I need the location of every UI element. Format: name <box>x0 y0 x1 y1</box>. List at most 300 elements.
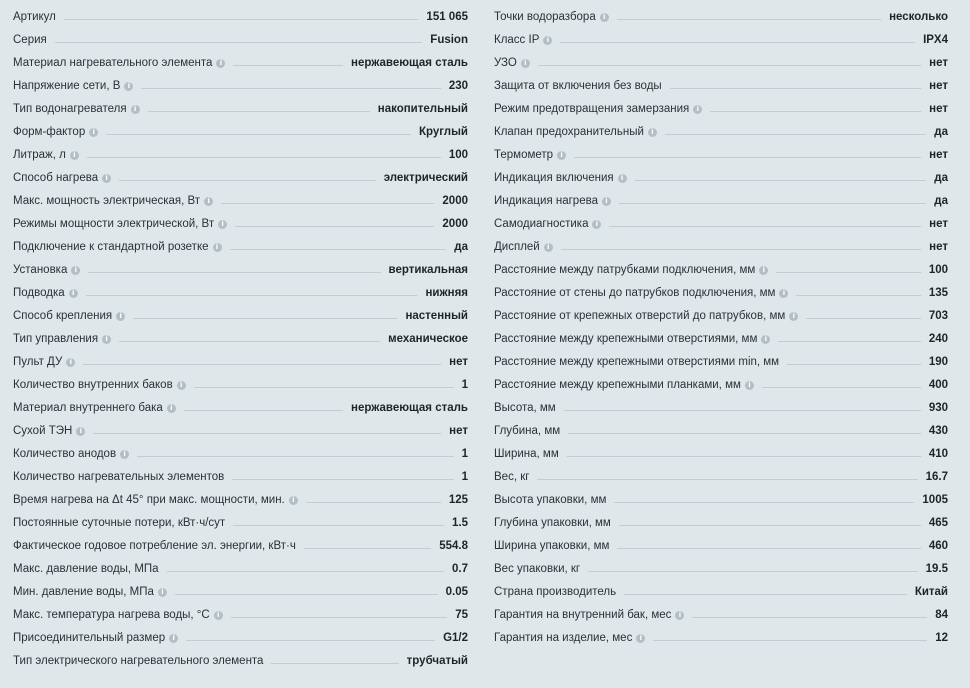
info-icon[interactable]: i <box>600 13 609 22</box>
spec-label <box>494 448 559 460</box>
spec-label-text: Глубина упаковки, мм <box>494 517 611 529</box>
spec-label <box>13 448 129 460</box>
spec-row <box>13 348 468 371</box>
dotted-leader <box>133 318 397 319</box>
spec-row <box>494 509 948 532</box>
spec-value: несколько <box>889 11 948 23</box>
dotted-leader <box>635 180 927 181</box>
spec-value: 1 <box>461 379 468 391</box>
spec-value: 703 <box>928 310 948 322</box>
spec-label-text: Термометр <box>494 149 554 161</box>
spec-label-text: Расстояние от крепежных отверстий до патрубков, мм <box>494 310 786 322</box>
dotted-leader <box>670 88 922 89</box>
spec-row <box>494 555 948 578</box>
spec-row <box>13 601 468 624</box>
spec-label-text: Тип управления <box>13 333 99 345</box>
spec-label <box>494 241 553 253</box>
spec-row <box>494 601 948 624</box>
spec-label-text: Способ нагрева <box>13 172 99 184</box>
spec-label <box>494 471 529 483</box>
spec-label-text: Время нагрева на Δt 45° при макс. мощности, мин. <box>13 494 285 506</box>
spec-label-text: Мин. давление воды, МПа <box>13 586 154 598</box>
dotted-leader <box>232 479 453 480</box>
spec-label-text: Тип водонагревателя <box>13 103 127 115</box>
spec-value: нет <box>929 80 948 92</box>
info-icon[interactable]: i <box>158 588 167 597</box>
spec-label <box>13 402 176 414</box>
spec-value: 230 <box>448 80 468 92</box>
spec-label-text: Форм-фактор <box>13 126 86 138</box>
info-icon[interactable]: i <box>636 634 645 643</box>
spec-label <box>494 149 566 161</box>
spec-row <box>13 187 468 210</box>
spec-label-text: УЗО <box>494 57 517 69</box>
spec-label <box>494 103 702 115</box>
spec-row <box>13 371 468 394</box>
spec-value: 1005 <box>922 494 948 506</box>
dotted-leader <box>619 525 921 526</box>
dotted-leader <box>762 387 921 388</box>
spec-label <box>494 218 601 230</box>
spec-label <box>13 149 79 161</box>
info-icon[interactable]: i <box>214 611 223 620</box>
spec-row <box>494 256 948 279</box>
spec-row <box>13 624 468 647</box>
info-icon[interactable]: i <box>116 312 125 321</box>
spec-value: 125 <box>448 494 468 506</box>
spec-label <box>494 356 779 368</box>
spec-label <box>13 264 80 276</box>
spec-label-text: Режимы мощности электрической, Вт <box>13 218 215 230</box>
dotted-leader <box>64 19 419 20</box>
spec-label <box>494 540 609 552</box>
dotted-leader <box>609 226 921 227</box>
spec-value: 930 <box>928 402 948 414</box>
spec-label <box>494 34 552 46</box>
spec-value: 135 <box>928 287 948 299</box>
spec-value: нержавеющая сталь <box>351 57 468 69</box>
spec-row <box>494 26 948 49</box>
info-icon[interactable]: i <box>69 289 78 298</box>
spec-value: 0.05 <box>445 586 468 598</box>
spec-row <box>494 371 948 394</box>
spec-label-text: Индикация включения <box>494 172 614 184</box>
spec-row <box>494 95 948 118</box>
spec-value: нижняя <box>425 287 468 299</box>
dotted-leader <box>141 88 440 89</box>
spec-label-text: Установка <box>13 264 68 276</box>
spec-label-text: Артикул <box>13 11 56 23</box>
spec-label-text: Способ крепления <box>13 310 113 322</box>
spec-label <box>13 563 159 575</box>
info-icon[interactable]: i <box>213 243 222 252</box>
info-icon[interactable]: i <box>779 289 788 298</box>
spec-row <box>494 187 948 210</box>
dotted-leader <box>787 364 921 365</box>
spec-value: да <box>934 195 948 207</box>
spec-value: 430 <box>928 425 948 437</box>
spec-label <box>494 310 798 322</box>
dotted-leader <box>184 410 343 411</box>
spec-value: 100 <box>928 264 948 276</box>
specs-column-right <box>494 3 948 647</box>
dotted-leader <box>776 272 920 273</box>
spec-row <box>13 3 468 26</box>
spec-row <box>13 279 468 302</box>
dotted-leader <box>271 663 398 664</box>
spec-row <box>494 233 948 256</box>
spec-label-text: Расстояние между крепежными планками, мм <box>494 379 741 391</box>
info-icon[interactable]: i <box>592 220 601 229</box>
spec-label-text: Вес упаковки, кг <box>494 563 581 575</box>
info-icon[interactable]: i <box>693 105 702 114</box>
info-icon[interactable]: i <box>618 174 627 183</box>
spec-label-text: Количество анодов <box>13 448 117 460</box>
info-icon[interactable]: i <box>675 611 684 620</box>
spec-label-text: Подключение к стандартной розетке <box>13 241 209 253</box>
spec-label-text: Гарантия на внутренний бак, мес <box>494 609 672 621</box>
spec-label <box>494 264 768 276</box>
spec-label <box>494 126 657 138</box>
dotted-leader <box>119 180 376 181</box>
info-icon[interactable]: i <box>789 312 798 321</box>
info-icon[interactable]: i <box>70 151 79 160</box>
spec-label-text: Глубина, мм <box>494 425 561 437</box>
spec-row <box>13 394 468 417</box>
info-icon[interactable]: i <box>761 335 770 344</box>
info-icon[interactable]: i <box>71 266 80 275</box>
spec-label <box>13 103 140 115</box>
spec-row <box>13 233 468 256</box>
dotted-leader <box>186 640 435 641</box>
spec-label-text: Режим предотвращения замерзания <box>494 103 690 115</box>
spec-label-text: Пульт ДУ <box>13 356 63 368</box>
spec-label-text: Макс. давление воды, МПа <box>13 563 159 575</box>
spec-label <box>494 80 662 92</box>
dotted-leader <box>194 387 454 388</box>
spec-label-text: Сухой ТЭН <box>13 425 73 437</box>
info-icon[interactable]: i <box>131 105 140 114</box>
dotted-leader <box>538 65 921 66</box>
spec-label-text: Расстояние между крепежными отверстиями, мм <box>494 333 758 345</box>
spec-value: 465 <box>928 517 948 529</box>
dotted-leader <box>614 502 914 503</box>
spec-row <box>13 486 468 509</box>
spec-value: электрический <box>383 172 468 184</box>
dotted-leader <box>88 272 380 273</box>
info-icon[interactable]: i <box>177 381 186 390</box>
info-icon[interactable]: i <box>759 266 768 275</box>
dotted-leader <box>568 433 921 434</box>
spec-label-text: Класс IP <box>494 34 540 46</box>
spec-label <box>494 11 609 23</box>
spec-label <box>494 57 530 69</box>
spec-label <box>494 586 616 598</box>
spec-label-text: Клапан предохранительный <box>494 126 644 138</box>
dotted-leader <box>87 157 441 158</box>
spec-label <box>494 379 754 391</box>
spec-label <box>13 494 298 506</box>
spec-row <box>13 164 468 187</box>
spec-value: нет <box>929 241 948 253</box>
spec-row <box>13 509 468 532</box>
spec-row <box>13 463 468 486</box>
spec-label <box>13 310 125 322</box>
spec-label-text: Расстояние между патрубками подключения, мм <box>494 264 756 276</box>
dotted-leader <box>653 640 927 641</box>
dotted-leader <box>231 617 447 618</box>
spec-label-text: Ширина, мм <box>494 448 559 460</box>
spec-row <box>494 49 948 72</box>
spec-row <box>13 26 468 49</box>
spec-label-text: Постоянные суточные потери, кВт·ч/сут <box>13 517 226 529</box>
info-icon[interactable]: i <box>289 496 298 505</box>
spec-value: 240 <box>928 333 948 345</box>
dotted-leader <box>560 42 915 43</box>
spec-value: 1 <box>461 448 468 460</box>
spec-value: 84 <box>935 609 948 621</box>
spec-label-text: Высота, мм <box>494 402 556 414</box>
spec-row <box>494 417 948 440</box>
spec-label <box>13 287 78 299</box>
spec-label <box>13 586 167 598</box>
info-icon[interactable]: i <box>124 82 133 91</box>
spec-row <box>13 72 468 95</box>
dotted-leader <box>233 525 444 526</box>
info-icon[interactable]: i <box>216 59 225 68</box>
spec-label <box>13 241 222 253</box>
dotted-leader <box>624 594 907 595</box>
dotted-leader <box>806 318 921 319</box>
spec-value: трубчатый <box>406 655 468 667</box>
dotted-leader <box>137 456 454 457</box>
spec-label <box>13 172 111 184</box>
spec-label <box>494 195 611 207</box>
info-icon[interactable]: i <box>544 243 553 252</box>
spec-label <box>13 425 85 437</box>
info-icon[interactable]: i <box>745 381 754 390</box>
dotted-leader <box>567 456 921 457</box>
spec-label-text: Количество внутренних баков <box>13 379 173 391</box>
spec-label-text: Защита от включения без воды <box>494 80 662 92</box>
dotted-leader <box>778 341 920 342</box>
spec-value: нет <box>929 103 948 115</box>
spec-value: 100 <box>448 149 468 161</box>
spec-row <box>494 118 948 141</box>
spec-row <box>13 302 468 325</box>
spec-label <box>13 632 178 644</box>
spec-label <box>494 517 611 529</box>
spec-value: нет <box>929 57 948 69</box>
spec-value: Fusion <box>430 34 468 46</box>
dotted-leader <box>221 203 434 204</box>
spec-label <box>494 632 645 644</box>
dotted-leader <box>304 548 431 549</box>
spec-row <box>494 463 948 486</box>
spec-value: вертикальная <box>388 264 468 276</box>
spec-label-text: Расстояние между крепежными отверстиями min, мм <box>494 356 780 368</box>
info-icon[interactable]: i <box>557 151 566 160</box>
spec-value: да <box>454 241 468 253</box>
spec-row <box>494 440 948 463</box>
info-icon[interactable]: i <box>648 128 657 137</box>
spec-value: нержавеющая сталь <box>351 402 468 414</box>
spec-row <box>494 279 948 302</box>
info-icon[interactable]: i <box>102 174 111 183</box>
spec-row <box>494 3 948 26</box>
info-icon[interactable]: i <box>521 59 530 68</box>
dotted-leader <box>692 617 927 618</box>
dotted-leader <box>233 65 343 66</box>
spec-row <box>494 141 948 164</box>
spec-value: 0.7 <box>452 563 468 575</box>
dotted-leader <box>588 571 917 572</box>
spec-label-text: Высота упаковки, мм <box>494 494 607 506</box>
spec-row <box>494 532 948 555</box>
spec-value: нет <box>449 356 468 368</box>
dotted-leader <box>83 364 441 365</box>
spec-row <box>13 532 468 555</box>
spec-label-text: Материал внутреннего бака <box>13 402 163 414</box>
dotted-leader <box>710 111 921 112</box>
spec-value: 75 <box>455 609 468 621</box>
spec-label <box>494 425 560 437</box>
dotted-leader <box>55 42 423 43</box>
dotted-leader <box>230 249 447 250</box>
spec-label <box>13 609 223 621</box>
spec-label-text: Литраж, л <box>13 149 66 161</box>
spec-label <box>13 540 296 552</box>
specs-column-left <box>13 3 468 670</box>
spec-row <box>494 302 948 325</box>
info-icon[interactable]: i <box>66 358 75 367</box>
dotted-leader <box>537 479 917 480</box>
dotted-leader <box>119 341 380 342</box>
spec-label-text: Подводка <box>13 287 65 299</box>
spec-label <box>494 287 788 299</box>
spec-value: 410 <box>928 448 948 460</box>
spec-label <box>13 471 224 483</box>
spec-label <box>13 517 225 529</box>
dotted-leader <box>106 134 411 135</box>
spec-value: да <box>934 126 948 138</box>
spec-label <box>494 494 606 506</box>
spec-label-text: Страна производитель <box>494 586 617 598</box>
dotted-leader <box>796 295 920 296</box>
spec-label <box>13 34 47 46</box>
spec-label-text: Точки водоразбора <box>494 11 596 23</box>
spec-label <box>494 172 627 184</box>
spec-value: 554.8 <box>439 540 468 552</box>
spec-label-text: Индикация нагрева <box>494 195 598 207</box>
dotted-leader <box>574 157 921 158</box>
spec-label <box>13 655 263 667</box>
info-icon[interactable]: i <box>76 427 85 436</box>
spec-value: 400 <box>928 379 948 391</box>
spec-label-text: Количество нагревательных элементов <box>13 471 225 483</box>
info-icon[interactable]: i <box>167 404 176 413</box>
spec-row <box>494 394 948 417</box>
info-icon[interactable]: i <box>218 220 227 229</box>
spec-label-text: Дисплей <box>494 241 540 253</box>
dotted-leader <box>665 134 926 135</box>
info-icon[interactable]: i <box>102 335 111 344</box>
spec-label <box>494 333 770 345</box>
spec-row <box>13 95 468 118</box>
info-icon[interactable]: i <box>602 197 611 206</box>
dotted-leader <box>561 249 921 250</box>
spec-value: механическое <box>388 333 468 345</box>
spec-row <box>494 210 948 233</box>
spec-label <box>494 563 580 575</box>
info-icon[interactable]: i <box>169 634 178 643</box>
spec-label <box>494 609 684 621</box>
spec-row <box>13 440 468 463</box>
spec-row <box>13 256 468 279</box>
spec-label-text: Материал нагревательного элемента <box>13 57 213 69</box>
spec-label-text: Серия <box>13 34 47 46</box>
spec-value: 2000 <box>442 218 468 230</box>
info-icon[interactable]: i <box>543 36 552 45</box>
spec-label-text: Расстояние от стены до патрубков подключения, мм <box>494 287 776 299</box>
spec-label <box>13 11 56 23</box>
spec-label-text: Самодиагностика <box>494 218 589 230</box>
spec-label-text: Вес, кг <box>494 471 530 483</box>
dotted-leader <box>148 111 370 112</box>
dotted-leader <box>617 548 920 549</box>
spec-value: G1/2 <box>443 632 468 644</box>
spec-label <box>494 402 556 414</box>
spec-label-text: Гарантия на изделие, мес <box>494 632 633 644</box>
spec-row <box>13 325 468 348</box>
spec-value: нет <box>929 149 948 161</box>
info-icon[interactable]: i <box>120 450 129 459</box>
spec-value: Круглый <box>419 126 468 138</box>
spec-row <box>494 164 948 187</box>
spec-value: 1 <box>461 471 468 483</box>
info-icon[interactable]: i <box>204 197 213 206</box>
dotted-leader <box>564 410 921 411</box>
spec-label <box>13 356 75 368</box>
spec-value: 460 <box>928 540 948 552</box>
dotted-leader <box>235 226 434 227</box>
spec-row <box>13 647 468 670</box>
info-icon[interactable]: i <box>89 128 98 137</box>
spec-label <box>13 80 133 92</box>
dotted-leader <box>175 594 438 595</box>
spec-label-text: Макс. температура нагрева воды, °С <box>13 609 210 621</box>
dotted-leader <box>167 571 444 572</box>
spec-label-text: Тип электрического нагревательного элемента <box>13 655 264 667</box>
spec-value: 151 065 <box>426 11 468 23</box>
spec-value: 12 <box>935 632 948 644</box>
spec-row <box>13 141 468 164</box>
dotted-leader <box>86 295 418 296</box>
spec-row <box>13 417 468 440</box>
spec-row <box>494 348 948 371</box>
spec-row <box>13 210 468 233</box>
spec-row <box>494 486 948 509</box>
spec-label <box>13 218 227 230</box>
spec-label-text: Ширина упаковки, мм <box>494 540 610 552</box>
spec-value: да <box>934 172 948 184</box>
spec-label <box>13 333 111 345</box>
spec-value: настенный <box>405 310 468 322</box>
spec-row <box>494 578 948 601</box>
spec-label-text: Фактическое годовое потребление эл. энергии, кВт·ч <box>13 540 296 552</box>
spec-value: 190 <box>928 356 948 368</box>
spec-value: 2000 <box>442 195 468 207</box>
